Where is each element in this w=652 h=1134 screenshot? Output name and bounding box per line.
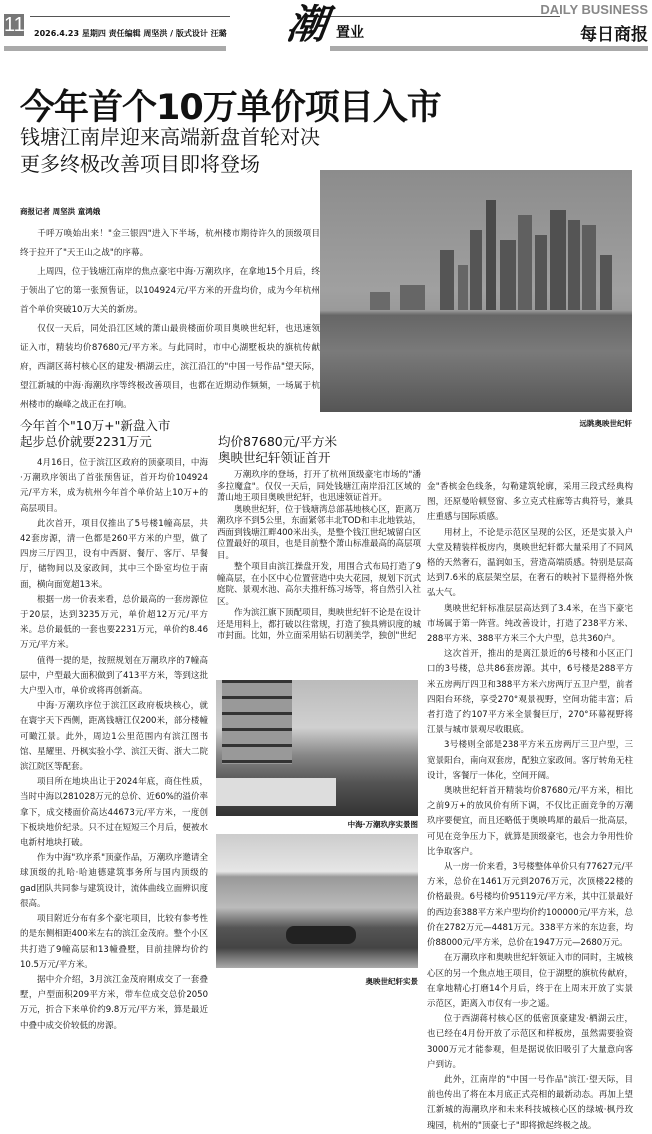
byline: 商报记者 周坚洪 童鸿娥 — [20, 207, 101, 216]
section-title: 置业 — [336, 25, 364, 41]
paragraph: 作为滨江旗下顶配项目，奥映世纪轩不论是在设计还是用料上，都打破以往常规，打造了独具辨识度的城市封面。比如，外立面采用钻石切割美学，独创"世纪 — [217, 608, 422, 641]
section-logo: 潮 — [283, 1, 331, 48]
paragraph: 这次首开，推出的是离江景近的6号楼和小区正门口的3号楼，总共86套房源。其中，6号楼是288平方米五房两厅四卫和388平方米六房两厅五卫户型，前者四阳台环绕，享受270°观景视野，空间功能丰富；后者打造了约107平方米全景餐巨厅，270°环幕视野将江景与城市景观尽收眼底。 — [427, 649, 633, 736]
interior-photo — [216, 834, 418, 968]
paragraph: 根据一房一价表来看，总价最高的一套房源位于20层，达到3235万元，单价超12万元/平方米。总价最低的一套也要2231万元，单价约8.46万元/平方米。 — [20, 594, 208, 651]
paragraph: 金"香槟金色线条，勾勒建筑轮廓，采用三段式经典构图，还原曼哈顿竖窗、多立克式柱廊等古典符号，兼具庄重感与国际质感。 — [427, 482, 633, 523]
subhead-1: 钱塘江南岸迎来高端新盘首轮对决 — [20, 125, 320, 149]
paragraph: 千呼万唤始出来！"金三银四"进入下半场，杭州楼市期待许久的顶级项目终于拉开了"天王山之战"的序幕。 — [20, 229, 320, 258]
paragraph: 奥映世纪轩标准层层高达到了3.4米，在当下豪宅市场属于第一阵营。纯改善设计，打造了238平方米、288平方米、388平方米三个大户型，总共360户。 — [427, 603, 633, 645]
divider — [4, 46, 226, 51]
paragraph: 3号楼则全部是238平方米五房两厅三卫户型，三宽景阳台，南向双套房，配独立家政间。客厅转角无柱设计，客餐厅一体化，空间开阔。 — [427, 740, 633, 781]
paragraph: 奥映世纪轩首开精装均价87680元/平方米，相比之前9万+的放风价有所下调，不仅比正面竞争的万潮玖序要便宜，而且还略低于奥映鸣犀的最后一批高层，可见在竞争压力下，就算是顶级豪宅，也会力争用性价比争取客户。 — [427, 786, 633, 857]
paragraph: 从一房一价来看，3号楼整体单价只有77627元/平方米，总价在1461万元到2076万元，次顶楼22楼的价格最贵。6号楼均价95119元/平方米，其中江景最好的西边套388平方米户型均价约100000元/平方米，总价在2782万元—4481万元。338平方米的东边套，均价88000元/平方米，总价在1947万元—2680万元。 — [427, 862, 633, 949]
paragraph: 项目附近分布有多个豪宅项目，比较有参考性的是东侧相距400米左右的滨江金茂府。整个小区共打造了9幢高层和13幢叠墅，目前挂牌均价约10.5万元/平方米。 — [20, 914, 208, 970]
paragraph: 值得一提的是，按照规划在万潮玖序的7幢高层中，户型最大面积做到了413平方米，等到这批大户型入市，单价或将再创新高。 — [20, 655, 208, 697]
paragraph: 在万潮玖序和奥映世纪轩领证入市的同时，主城核心区的另一个焦点地王项目，位于湖墅的旗杭传献府，在拿地精心打磨14个月后，终于在上周末开放了实景示范区，距离入市仅有一步之遥。 — [427, 953, 633, 1009]
divider — [330, 16, 560, 17]
photo-caption: 中海·万潮玖序实景图 — [347, 820, 418, 829]
photo-caption: 奥映世纪轩实景 — [365, 977, 418, 986]
issue-meta: 2026.4.23 星期四 责任编辑 周坚洪 / 版式设计 汪璐 — [34, 29, 227, 38]
column-2 — [217, 470, 421, 643]
column-1 — [20, 456, 208, 1034]
brand-cn: 每日商报 — [580, 25, 648, 45]
paragraph: 用材上，不论是示范区呈现的公区，还是实景入户大堂及精装样板房内，奥映世纪轩都大量采用了不同风格的天然奢石，温润如玉，营造高端质感。特别是层高达到7.6米的底层架空层，在奢石的映衬下显得格外恢弘大气。 — [427, 527, 633, 599]
heading-line: 均价87680元/平方米 — [218, 434, 337, 449]
subhead-2: 更多终极改善项目即将登场 — [20, 152, 260, 176]
photo-caption: 远眺奥映世纪轩 — [579, 419, 632, 428]
heading-line: 起步总价就要2231万元 — [20, 434, 152, 449]
heading-line: 奥映世纪轩领证首开 — [218, 450, 331, 465]
paragraph: 作为中海"玖序系"顶豪作品，万潮玖序邀请全球顶级的扎哈·哈迪德建筑事务所与国内顶级的gad团队共同参与建筑设计，流体曲线立面辨识度很高。 — [20, 853, 208, 909]
paragraph: 此外，江南岸的"中国一号作品"滨江·望天际，目前也传出了将在本月底正式亮相的最新动态。再加上望江新城的海潮玖序和未来科技城核心区的绿城·枫丹玫瑰园，杭州的"顶豪七子"即将掀起终极之战。 — [427, 1074, 633, 1131]
paragraph: 据中介介绍，3月滨江金茂府刚成交了一套叠墅，户型面积209平方米，带车位成交总价2050万元，折合下来单价约9.8万元/平方米，算是最近中叠中成交价较低的房源。 — [20, 974, 208, 1031]
paragraph: 上周四，位于钱塘江南岸的焦点豪宅中海·万潮玖序，在拿地15个月后，终于领出了它的第一张预售证，以104924元/平方米的开盘均价，成为今年杭州首个单价突破10万大关的新房。 — [20, 267, 320, 315]
intro-text — [20, 225, 320, 415]
divider — [30, 16, 230, 17]
paragraph: 项目所在地块出让于2024年底，商住性质，当时中海以281028万元的总价、近60%的溢价率拿下，成交楼面价高达44673元/平方米，一度创下板块地价纪录。只不过在短短三个月后，便被水电新村地块打破。 — [20, 777, 208, 849]
paragraph: 中海·万潮玖序位于滨江区政府板块核心，就在寰宇天下西侧，距离钱塘江仅200米，部分楼幢可瞰江景。此外，周边1公里范围内有滨江图书馆、星耀里、丹枫实验小学、滨江天街、浙大二院滨江院区等配套。 — [20, 701, 208, 773]
paragraph: 万潮玖序的登场，打开了杭州顶级豪宅市场的"潘多拉魔盒"。仅仅一天后，同处钱塘江南岸沿江区域的萧山地王项目奥映世纪轩，也迅速领证首开。 — [217, 470, 421, 503]
headline: 今年首个10万单价项目入市 — [20, 88, 441, 128]
column-3 — [427, 480, 633, 1134]
heading-line: 今年首个"10万+"新盘入市 — [20, 418, 171, 433]
paragraph: 位于西湖蒋村核心区的低密顶豪建发·栖湖云庄，也已经在4月份开放了示范区和样板房，虽然需要验资3000万元才能参观，但是据说依旧吸引了大量意向客户到访。 — [427, 1014, 633, 1070]
section-heading-1 — [20, 418, 170, 450]
skyline-photo — [320, 170, 632, 412]
paragraph: 此次首开，项目仅推出了5号楼1幢高层，共42套房源，清一色都是260平方米的户型，做了四房三厅四卫，设有中西厨、餐厅、客厅、早餐厅，储物间以及家政间，其中三个卧室均位于南面，横向面宽超13米。 — [20, 518, 208, 590]
section-heading-2 — [218, 434, 337, 466]
page-number: 11 — [4, 14, 25, 36]
divider — [330, 46, 648, 51]
paragraph: 4月16日，位于滨江区政府的顶豪项目，中海·万潮玖序领出了首张预售证，首开均价104924元/平方米，成为杭州今年首个单价站上10万+的高层项目。 — [20, 458, 208, 514]
brand-en: DAILY BUSINESS — [540, 2, 648, 17]
paragraph: 仅仅一天后，同处沿江区域的萧山最贵楼面价项目奥映世纪轩，也迅速领证入市，精装均价87680元/平方米。与此同时，市中心湖墅板块的旗杭传献府，西湖区蒋村核心区的建发·栖湖云庄，滨江沿江的"中国一号作品"望天际，望江新城的中海·海潮玖序等终极改善项目，也都在近期动作频频，一场属于杭州楼市的巅峰之战正在打响。 — [20, 324, 320, 410]
paragraph: 奥映世纪轩，位于钱塘湾总部基地核心区，距离万潮玖序不到5公里，东面紧邻丰北TOD和丰北地铁站，西面到钱塘江畔400米出头，是整个钱江世纪城留白区位置最好的项目，也是目前整个萧山标准最高的高层项目。 — [217, 504, 422, 561]
building-exterior-photo — [216, 680, 418, 816]
subheadline — [20, 124, 320, 178]
paragraph: 整个项目由滨江操盘开发，用围合式布局打造了9幢高层，在小区中心位置营造中央大花园，规划下沉式庭院、景观水池、高尔夫推杆练习场等，将自然引入社区。 — [217, 562, 422, 607]
